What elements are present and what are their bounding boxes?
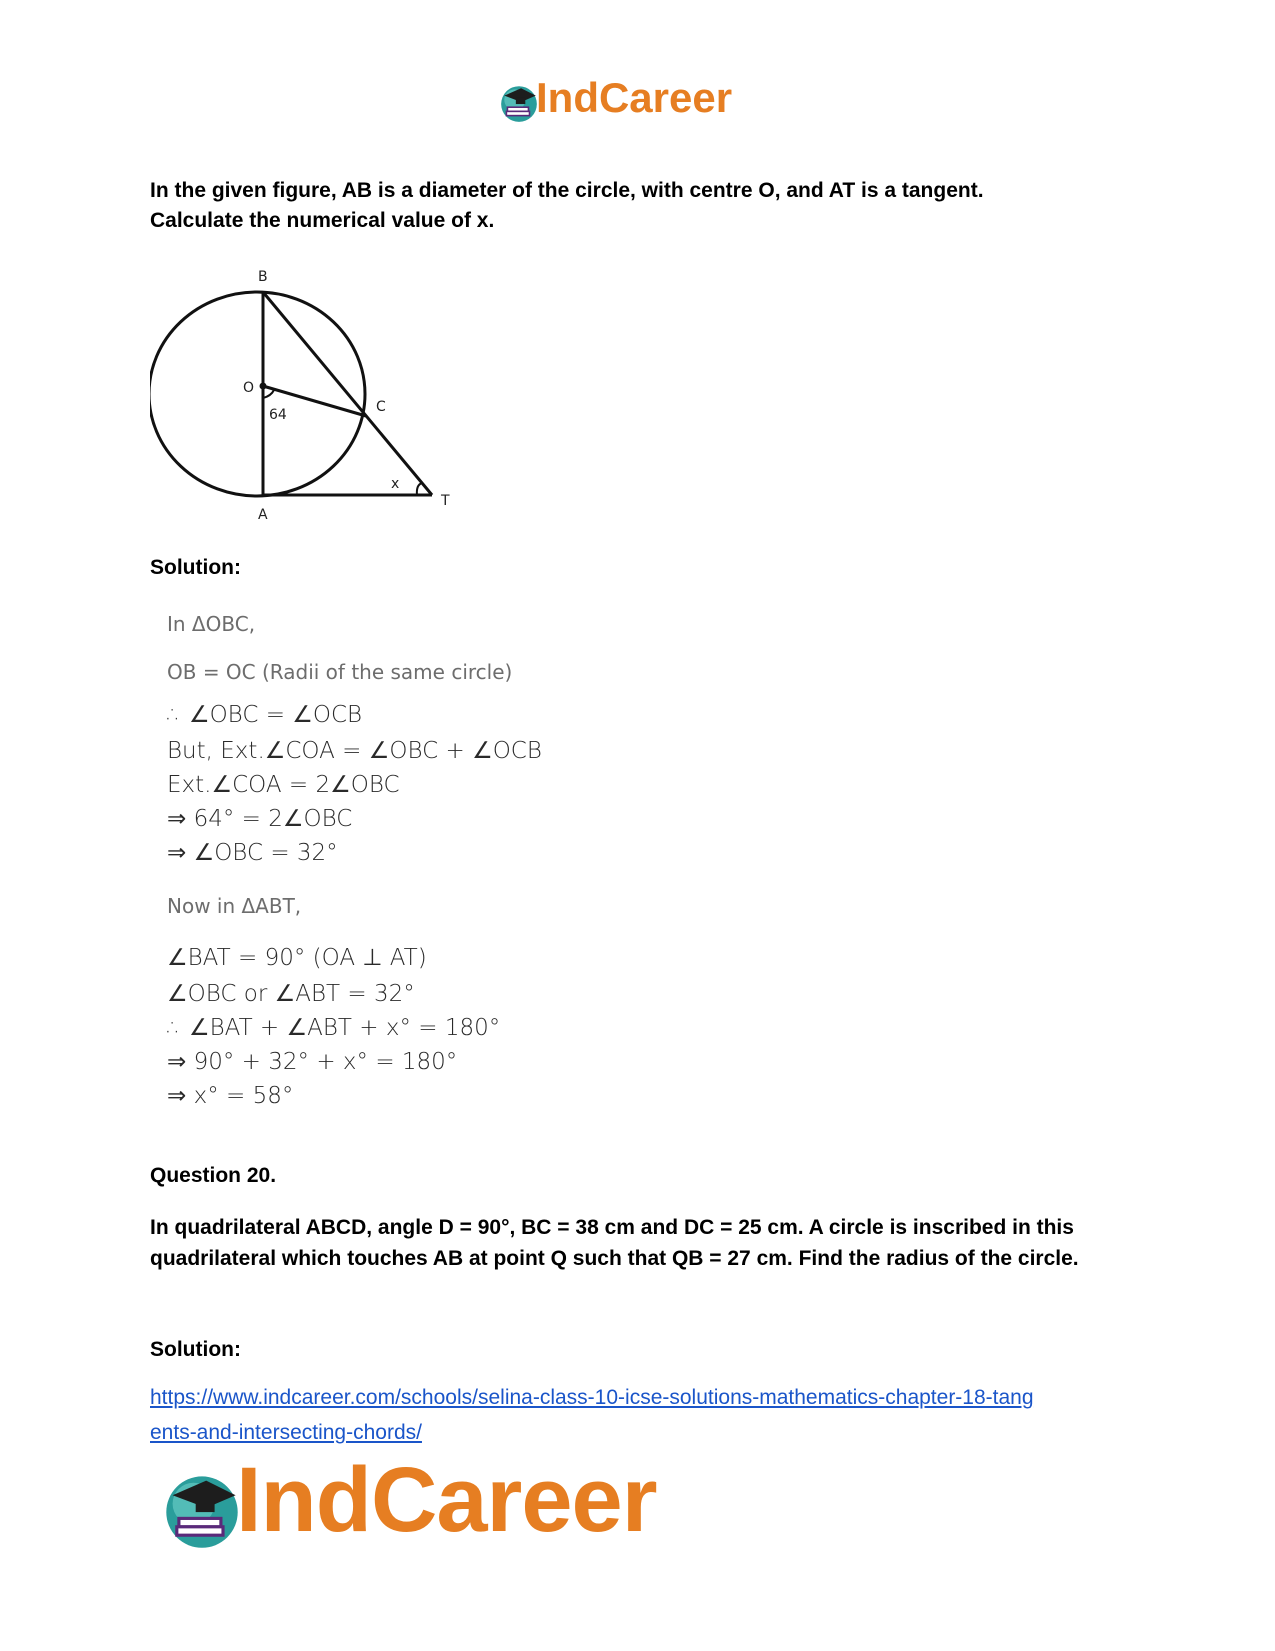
work-line: ⇒ ∠OBC = 32° xyxy=(167,840,338,866)
work-line: ⇒ x° = 58° xyxy=(167,1083,294,1109)
question-20-title: Question 20. xyxy=(150,1164,277,1187)
circle xyxy=(150,292,365,496)
graduation-cap-book-globe-icon xyxy=(498,82,540,124)
question-line-1: In the given figure, AB is a diameter of the circle, with centre O, and AT is a tangent. xyxy=(150,179,984,202)
work-line: ∠BAT = 90° (OA ⊥ AT) xyxy=(167,945,427,971)
angle-x-arc xyxy=(417,483,422,495)
footer-logo xyxy=(160,1449,700,1562)
work-line: ∴ ∠OBC = ∠OCB xyxy=(167,702,363,728)
label-a: A xyxy=(258,507,268,523)
circle-tangent-figure xyxy=(150,266,470,526)
label-c: C xyxy=(376,399,386,415)
work-line: In ΔOBC, xyxy=(167,612,256,636)
label-b: B xyxy=(258,269,268,285)
label-o: O xyxy=(243,380,255,396)
angle-arc xyxy=(263,390,274,398)
link-line-1[interactable]: https://www.indcareer.com/schools/selina-class-10-icse-solutions-mathematics-chapter-18-tang xyxy=(150,1386,1034,1409)
work-line: ∴ ∠BAT + ∠ABT + x° = 180° xyxy=(167,1015,501,1041)
logo-text: IndCareer xyxy=(536,74,733,121)
solution-link[interactable] xyxy=(150,1380,1130,1450)
logo-text: IndCareer xyxy=(236,1449,657,1551)
work-line: OB = OC (Radii of the same circle) xyxy=(167,660,513,684)
work-line: ⇒ 90° + 32° + x° = 180° xyxy=(167,1049,458,1075)
label-t: T xyxy=(441,493,450,509)
work-line: Now in ΔABT, xyxy=(167,894,302,918)
work-line: But, Ext.∠COA = ∠OBC + ∠OCB xyxy=(167,738,542,764)
solution-label-2: Solution: xyxy=(150,1338,241,1361)
graduation-cap-book-globe-icon xyxy=(160,1468,244,1552)
label-angle-64: 64 xyxy=(269,407,287,423)
question-line-2: Calculate the numerical value of x. xyxy=(150,209,495,232)
work-line: Ext.∠COA = 2∠OBC xyxy=(167,772,400,798)
link-line-2[interactable]: ents-and-intersecting-chords/ xyxy=(150,1421,422,1444)
geometry-diagram xyxy=(150,266,470,526)
question-20-text: In quadrilateral ABCD, angle D = 90°, BC = 38 cm and DC = 25 cm. A circle is inscribed in this quadrilateral which touches AB at point Q such that QB = 27 cm. Find the radius of the circle. xyxy=(150,1216,1079,1270)
work-line: ∠OBC or ∠ABT = 32° xyxy=(167,981,415,1007)
label-x: x xyxy=(391,476,400,492)
solution-label: Solution: xyxy=(150,556,241,579)
work-line: ⇒ 64° = 2∠OBC xyxy=(167,806,353,832)
header-logo xyxy=(498,74,778,128)
question-text xyxy=(150,176,1140,236)
